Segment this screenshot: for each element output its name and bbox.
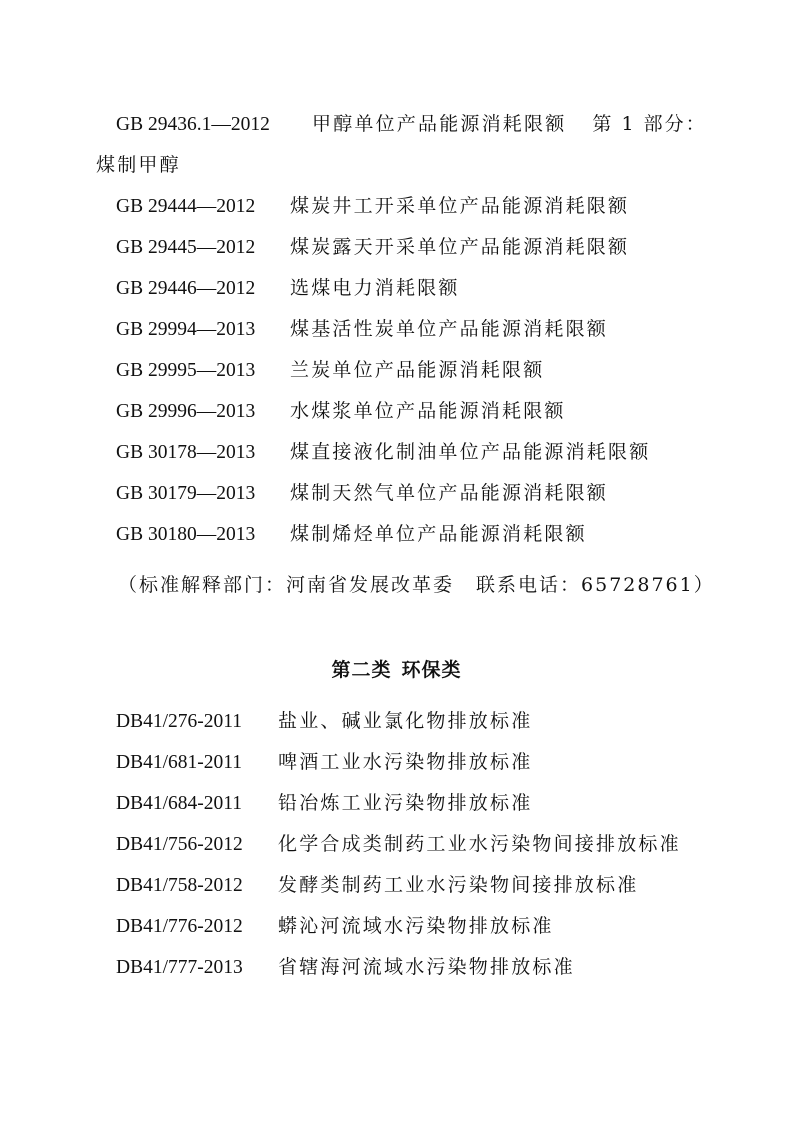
standard-name: 煤制天然气单位产品能源消耗限额 (290, 482, 609, 504)
standard-code: DB41/276-2011 (116, 711, 243, 732)
standard-entry (116, 955, 575, 980)
standard-code: DB41/756-2012 (116, 834, 243, 855)
standard-name: 省辖海河流域水污染物排放标准 (278, 956, 575, 978)
standard-name: 煤制烯烃单位产品能源消耗限额 (290, 523, 587, 545)
standard-name: 选煤电力消耗限额 (290, 277, 460, 299)
note-phone: 联系电话：65728761） (476, 574, 715, 596)
standard-entry (116, 112, 707, 137)
standard-entry (116, 832, 681, 857)
standard-code: GB 29436.1—2012 (116, 114, 270, 135)
standard-code: GB 29995—2013 (116, 360, 256, 381)
standard-entry (116, 750, 532, 775)
standard-code: GB 30179—2013 (116, 483, 256, 504)
standard-entry (116, 399, 566, 424)
section-heading-title: 环保类 (401, 659, 462, 681)
note-department: （标准解释部门：河南省发展改革委 (118, 574, 455, 596)
standard-name: 煤基活性炭单位产品能源消耗限额 (290, 318, 609, 340)
standard-code: GB 30178—2013 (116, 442, 256, 463)
standard-entry (116, 194, 629, 219)
standard-entry (116, 522, 587, 547)
standard-name: 啤酒工业水污染物排放标准 (278, 751, 533, 773)
standard-code: DB41/684-2011 (116, 793, 243, 814)
standard-entry (116, 481, 608, 506)
standard-name: 蟒沁河流域水污染物排放标准 (278, 915, 554, 937)
standard-code: DB41/777-2013 (116, 957, 243, 978)
standard-name: 化学合成类制药工业水污染物间接排放标准 (278, 833, 681, 855)
standard-code: GB 29996—2013 (116, 401, 256, 422)
standard-code: DB41/758-2012 (116, 875, 243, 896)
standard-code: DB41/681-2011 (116, 752, 243, 773)
standard-name-continuation: 煤制甲醇 (96, 154, 181, 176)
section-heading-number: 第二类 (331, 659, 392, 681)
standard-part: 第 1 部分： (592, 113, 707, 135)
standard-code: GB 29994—2013 (116, 319, 256, 340)
standard-entry (116, 709, 532, 734)
standard-entry (116, 440, 650, 465)
standard-name: 盐业、碱业氯化物排放标准 (278, 710, 533, 732)
standard-name: 甲醇单位产品能源消耗限额 (312, 113, 567, 135)
standard-entry (116, 791, 532, 816)
standard-name: 煤炭露天开采单位产品能源消耗限额 (290, 236, 630, 258)
standard-name: 发酵类制药工业水污染物间接排放标准 (278, 874, 639, 896)
standard-entry (116, 235, 629, 260)
interpretation-note (118, 573, 715, 597)
standard-code: DB41/776-2012 (116, 916, 243, 937)
standard-code: GB 29445—2012 (116, 237, 256, 258)
standard-entry (116, 914, 554, 939)
standard-name: 水煤浆单位产品能源消耗限额 (290, 400, 566, 422)
standard-entry (116, 317, 608, 342)
standard-name: 兰炭单位产品能源消耗限额 (290, 359, 545, 381)
standard-entry (116, 358, 544, 383)
standard-name: 煤直接液化制油单位产品能源消耗限额 (290, 441, 651, 463)
standard-entry (116, 276, 460, 301)
standard-code: GB 29446—2012 (116, 278, 256, 299)
section-heading (0, 658, 793, 682)
standard-entry (116, 873, 638, 898)
standard-code: GB 29444—2012 (116, 196, 256, 217)
standard-code: GB 30180—2013 (116, 524, 256, 545)
standard-name: 铅冶炼工业污染物排放标准 (278, 792, 533, 814)
standard-name: 煤炭井工开采单位产品能源消耗限额 (290, 195, 630, 217)
